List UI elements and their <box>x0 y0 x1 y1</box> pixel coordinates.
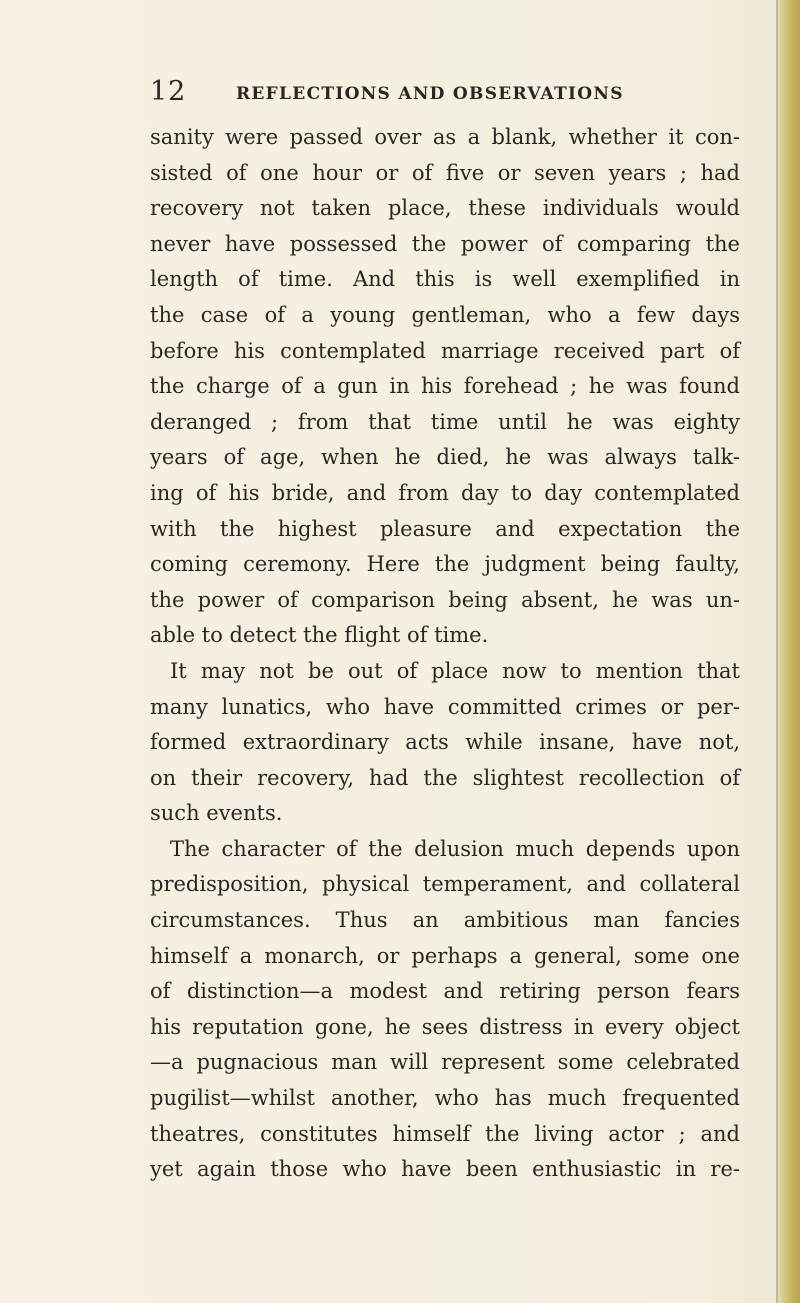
text-line: many lunatics, who have committed crimes or per- <box>150 694 740 719</box>
text-line: his reputation gone, he sees distress in every object <box>150 1014 740 1039</box>
paragraph-start-line: The character of the delusion much depends upon <box>170 836 740 861</box>
text-line: sisted of one hour or of five or seven years ; had <box>150 160 740 185</box>
text-line: the case of a young gentleman, who a few days <box>150 302 740 327</box>
body-text <box>150 120 740 1188</box>
text-line: on their recovery, had the slightest recollection of <box>150 765 740 790</box>
text-line: —a pugnacious man will represent some celebrated <box>150 1050 740 1075</box>
book-spine-edge <box>778 0 800 1303</box>
text-line: such events. <box>150 801 283 826</box>
text-line: theatres, constitutes himself the living actor ; and <box>150 1121 740 1146</box>
page-header <box>150 75 750 115</box>
text-line: formed extraordinary acts while insane, have not, <box>150 730 740 755</box>
text-line: never have possessed the power of comparing the <box>150 231 740 256</box>
text-line: coming ceremony. Here the judgment being faulty, <box>150 552 740 577</box>
text-line: sanity were passed over as a blank, whether it con- <box>150 125 740 149</box>
text-line: pugilist—whilst another, who has much frequented <box>150 1086 740 1111</box>
page-number: 12 <box>150 76 187 107</box>
text-line: the charge of a gun in his forehead ; he was found <box>150 374 740 399</box>
text-line: with the highest pleasure and expectation the <box>150 516 740 541</box>
running-head: REFLECTIONS AND OBSERVATIONS <box>236 84 624 104</box>
text-line: length of time. And this is well exemplified in <box>150 267 740 292</box>
text-line: able to detect the flight of time. <box>150 623 489 648</box>
text-line: of distinction—a modest and retiring person fears <box>150 979 740 1004</box>
text-line: yet again those who have been enthusiastic in re- <box>150 1157 740 1182</box>
text-line: predisposition, physical temperament, and collateral <box>150 872 740 897</box>
text-line: years of age, when he died, he was always talk- <box>150 445 740 470</box>
text-line: the power of comparison being absent, he was un- <box>150 587 740 612</box>
text-line: ing of his bride, and from day to day contemplated <box>150 480 740 505</box>
text-line: recovery not taken place, these individuals would <box>150 196 740 221</box>
text-line: himself a monarch, or perhaps a general, some one <box>150 943 740 968</box>
text-line: deranged ; from that time until he was eighty <box>150 409 740 434</box>
text-line: before his contemplated marriage received part of <box>150 338 740 363</box>
paragraph-start-line: It may not be out of place now to mention that <box>170 658 740 683</box>
text-line: circumstances. Thus an ambitious man fancies <box>150 908 740 933</box>
